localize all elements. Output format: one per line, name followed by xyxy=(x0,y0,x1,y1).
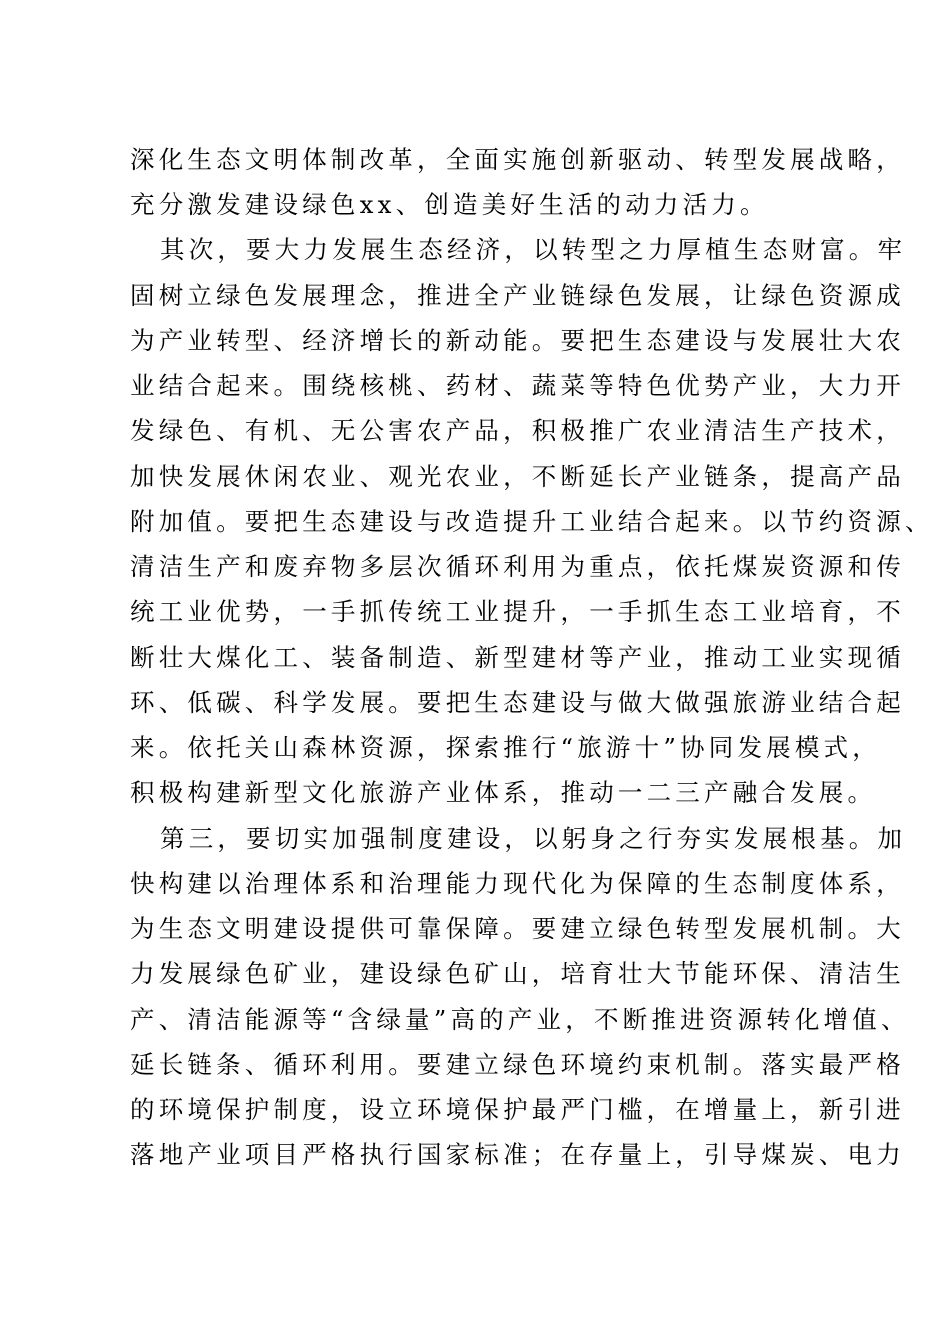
text-line: 落地产业项目严格执行国家标准；在存量上，引导煤炭、电力 xyxy=(130,1140,905,1169)
text-line: 积极构建新型文化旅游产业体系，推动一二三产融合发展。 xyxy=(130,778,877,807)
text-line: 力发展绿色矿业，建设绿色矿山，培育壮大节能环保、清洁生 xyxy=(130,959,905,988)
paragraph-start-line: 其次，要大力发展生态经济，以转型之力厚植生态财富。牢 xyxy=(160,235,907,264)
text-line: 固树立绿色发展理念，推进全产业链绿色发展，让绿色资源成 xyxy=(130,281,905,310)
text-line: 为产业转型、经济增长的新动能。要把生态建设与发展壮大农 xyxy=(130,326,905,355)
text-line: 来。依托关山森林资源，探索推行“旅游十”协同发展模式， xyxy=(130,733,881,762)
text-line: 为生态文明建设提供可靠保障。要建立绿色转型发展机制。大 xyxy=(130,914,905,943)
text-line: 清洁生产和废弃物多层次循环利用为重点，依托煤炭资源和传 xyxy=(130,552,905,581)
text-line: 发绿色、有机、无公害农产品，积极推广农业清洁生产技术， xyxy=(130,416,905,445)
text-line: 统工业优势，一手抓传统工业提升，一手抓生态工业培育，不 xyxy=(130,597,905,626)
text-line: 附加值。要把生态建设与改造提升工业结合起来。以节约资源、 xyxy=(130,507,934,536)
text-line: 深化生态文明体制改革，全面实施创新驱动、转型发展战略， xyxy=(130,145,905,174)
text-line: 延长链条、循环利用。要建立绿色环境约束机制。落实最严格 xyxy=(130,1050,905,1079)
text-line: 断壮大煤化工、装备制造、新型建材等产业，推动工业实现循 xyxy=(130,643,905,672)
text-line: 充分激发建设绿色xx、创造美好生活的动力活力。 xyxy=(130,190,769,219)
paragraph-start-line: 第三，要切实加强制度建设，以躬身之行夯实发展根基。加 xyxy=(160,824,907,853)
text-line: 环、低碳、科学发展。要把生态建设与做大做强旅游业结合起 xyxy=(130,688,905,717)
text-line: 快构建以治理体系和治理能力现代化为保障的生态制度体系， xyxy=(130,869,905,898)
text-line: 的环境保护制度，设立环境保护最严门槛，在增量上，新引进 xyxy=(130,1095,905,1124)
text-line: 业结合起来。围绕核桃、药材、蔬菜等特色优势产业，大力开 xyxy=(130,371,905,400)
text-line: 产、清洁能源等“含绿量”高的产业，不断推进资源转化增值、 xyxy=(130,1005,910,1034)
text-line: 加快发展休闲农业、观光农业，不断延长产业链条，提高产品 xyxy=(130,462,905,491)
